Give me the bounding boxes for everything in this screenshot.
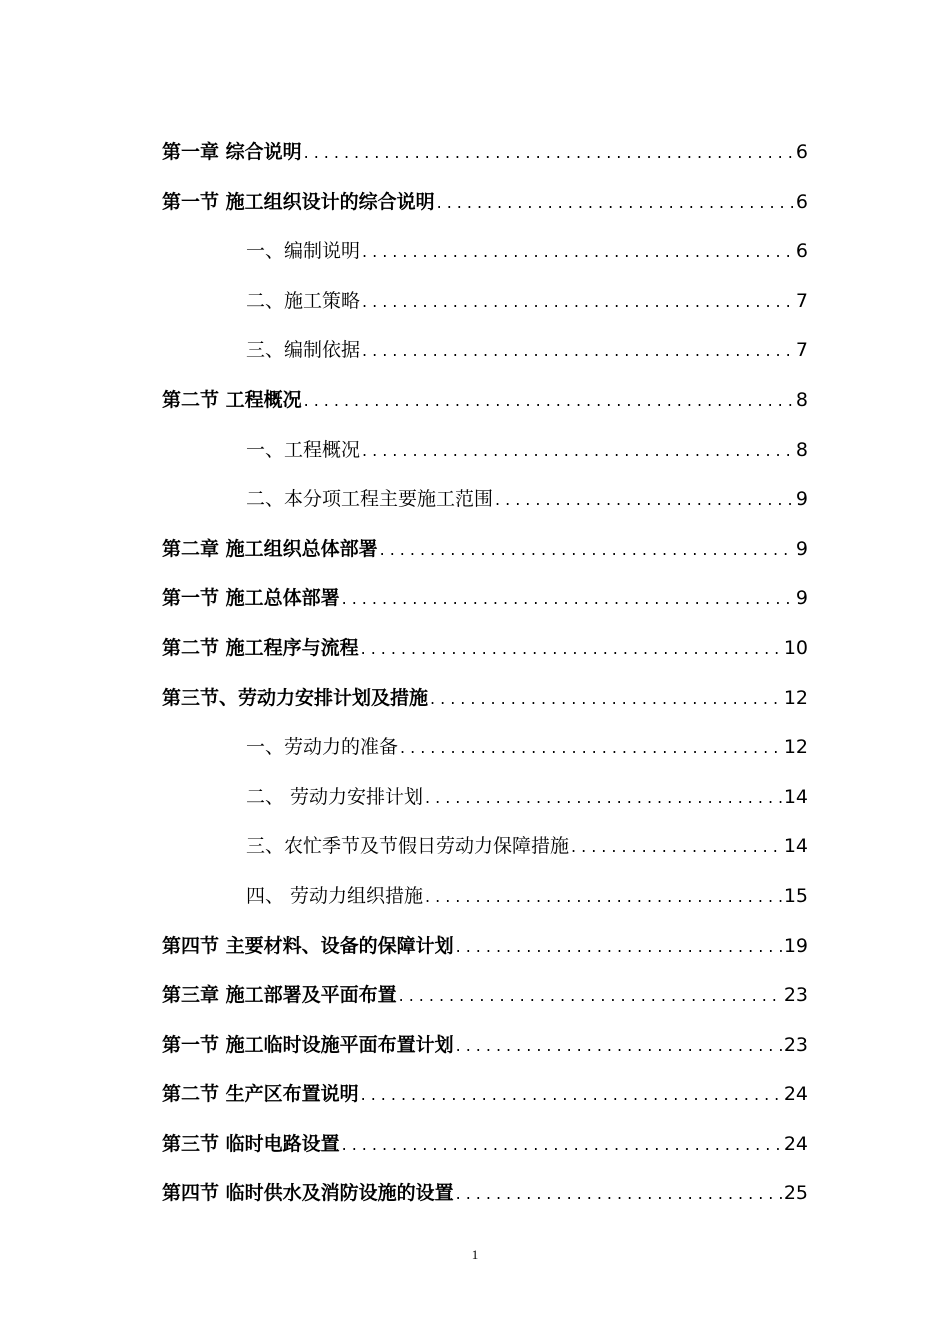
- toc-entry-title: 第三节、劳动力安排计划及措施: [162, 686, 429, 709]
- toc-entry-page: 8: [795, 438, 808, 461]
- toc-entry[interactable]: [162, 971, 808, 1021]
- toc-entry-page: 14: [783, 785, 808, 808]
- toc-leader-dots: [362, 326, 794, 376]
- toc-entry-title: 二、 劳动力安排计划: [246, 785, 424, 808]
- toc-entry[interactable]: [162, 178, 808, 228]
- toc-entry-page: 9: [795, 587, 808, 610]
- toc-entry-title: 第二节 工程概况: [162, 388, 302, 411]
- toc-leader-dots: [380, 525, 794, 575]
- toc-entry[interactable]: [162, 475, 808, 525]
- toc-entry-page: 19: [783, 934, 808, 957]
- page-number: 1: [471, 1247, 479, 1262]
- toc-entry-page: 24: [783, 1083, 808, 1106]
- toc-entry-page: 23: [783, 984, 808, 1007]
- toc-entry-page: 6: [795, 141, 808, 163]
- toc-entry[interactable]: [162, 525, 808, 575]
- toc-entry-page: 25: [783, 1182, 808, 1205]
- toc-entry[interactable]: [162, 1070, 808, 1120]
- toc-entry-title: 一、劳动力的准备: [246, 736, 399, 759]
- toc-entry-title: 第二章 施工组织总体部署: [162, 537, 378, 560]
- toc-entry[interactable]: [162, 277, 808, 327]
- toc-entry-page: 10: [783, 636, 808, 659]
- toc-entry-title: 第一节 施工总体部署: [162, 587, 340, 610]
- toc-entry[interactable]: [162, 1021, 808, 1071]
- toc-leader-dots: [456, 1021, 782, 1071]
- toc-leader-dots: [362, 277, 794, 327]
- toc-entry-page: 6: [795, 240, 808, 263]
- toc-entry[interactable]: [162, 426, 808, 476]
- toc-entry-title: 第一章 综合说明: [162, 141, 302, 163]
- toc-leader-dots: [425, 773, 782, 823]
- toc-leader-dots: [304, 376, 794, 426]
- toc-entry-title: 二、施工策略: [246, 289, 361, 312]
- toc-entry-page: 9: [795, 537, 808, 560]
- toc-entry-title: 一、工程概况: [246, 438, 361, 461]
- toc-entry[interactable]: [162, 624, 808, 674]
- toc-entry[interactable]: [162, 128, 808, 178]
- toc-entry-title: 三、编制依据: [246, 339, 361, 362]
- toc-leader-dots: [342, 1120, 782, 1170]
- toc-entry-title: 第三章 施工部署及平面布置: [162, 984, 397, 1007]
- toc-entry-page: 15: [783, 884, 808, 907]
- toc-entry[interactable]: [162, 376, 808, 426]
- toc-leader-dots: [400, 723, 782, 773]
- toc-entry-title: 一、编制说明: [246, 240, 361, 263]
- toc-entry-page: 7: [795, 339, 808, 362]
- toc-entry-title: 第四节 临时供水及消防设施的设置: [162, 1182, 454, 1205]
- toc-entry-page: 9: [795, 488, 808, 511]
- toc-entry-title: 第一节 施工临时设施平面布置计划: [162, 1033, 454, 1056]
- toc-entry-title: 第三节 临时电路设置: [162, 1132, 340, 1155]
- toc-leader-dots: [361, 1070, 782, 1120]
- toc-entry-page: 8: [795, 388, 808, 411]
- toc-leader-dots: [304, 128, 794, 178]
- toc-entry-title: 四、 劳动力组织措施: [246, 884, 424, 907]
- toc-entry-page: 23: [783, 1033, 808, 1056]
- toc-leader-dots: [456, 922, 782, 972]
- toc-entry[interactable]: [162, 822, 808, 872]
- toc-leader-dots: [571, 822, 782, 872]
- toc-entry-page: 12: [783, 686, 808, 709]
- toc-entry[interactable]: [162, 227, 808, 277]
- toc-entry-page: 6: [795, 190, 808, 213]
- toc-entry[interactable]: [162, 1169, 808, 1219]
- toc-entry[interactable]: [162, 326, 808, 376]
- toc-entry[interactable]: [162, 773, 808, 823]
- toc-leader-dots: [399, 971, 782, 1021]
- toc-entry-title: 第二节 施工程序与流程: [162, 636, 359, 659]
- table-of-contents: [162, 128, 808, 1219]
- toc-leader-dots: [362, 426, 794, 476]
- toc-leader-dots: [362, 227, 794, 277]
- toc-entry-page: 7: [795, 289, 808, 312]
- toc-entry[interactable]: [162, 922, 808, 972]
- toc-entry[interactable]: [162, 1120, 808, 1170]
- toc-entry-page: 12: [783, 736, 808, 759]
- toc-leader-dots: [342, 574, 794, 624]
- toc-entry[interactable]: [162, 723, 808, 773]
- toc-leader-dots: [361, 624, 782, 674]
- toc-entry-title: 三、农忙季节及节假日劳动力保障措施: [246, 835, 570, 858]
- toc-entry-title: 第四节 主要材料、设备的保障计划: [162, 934, 454, 957]
- toc-entry[interactable]: [162, 872, 808, 922]
- toc-entry[interactable]: [162, 674, 808, 724]
- toc-entry-page: 24: [783, 1132, 808, 1155]
- toc-leader-dots: [437, 178, 794, 228]
- toc-leader-dots: [425, 872, 782, 922]
- toc-entry-title: 第一节 施工组织设计的综合说明: [162, 190, 435, 213]
- toc-leader-dots: [456, 1169, 782, 1219]
- toc-leader-dots: [495, 475, 794, 525]
- toc-entry-page: 14: [783, 835, 808, 858]
- toc-entry-title: 第二节 生产区布置说明: [162, 1083, 359, 1106]
- toc-leader-dots: [430, 674, 782, 724]
- toc-entry-title: 二、本分项工程主要施工范围: [246, 488, 494, 511]
- toc-entry[interactable]: [162, 574, 808, 624]
